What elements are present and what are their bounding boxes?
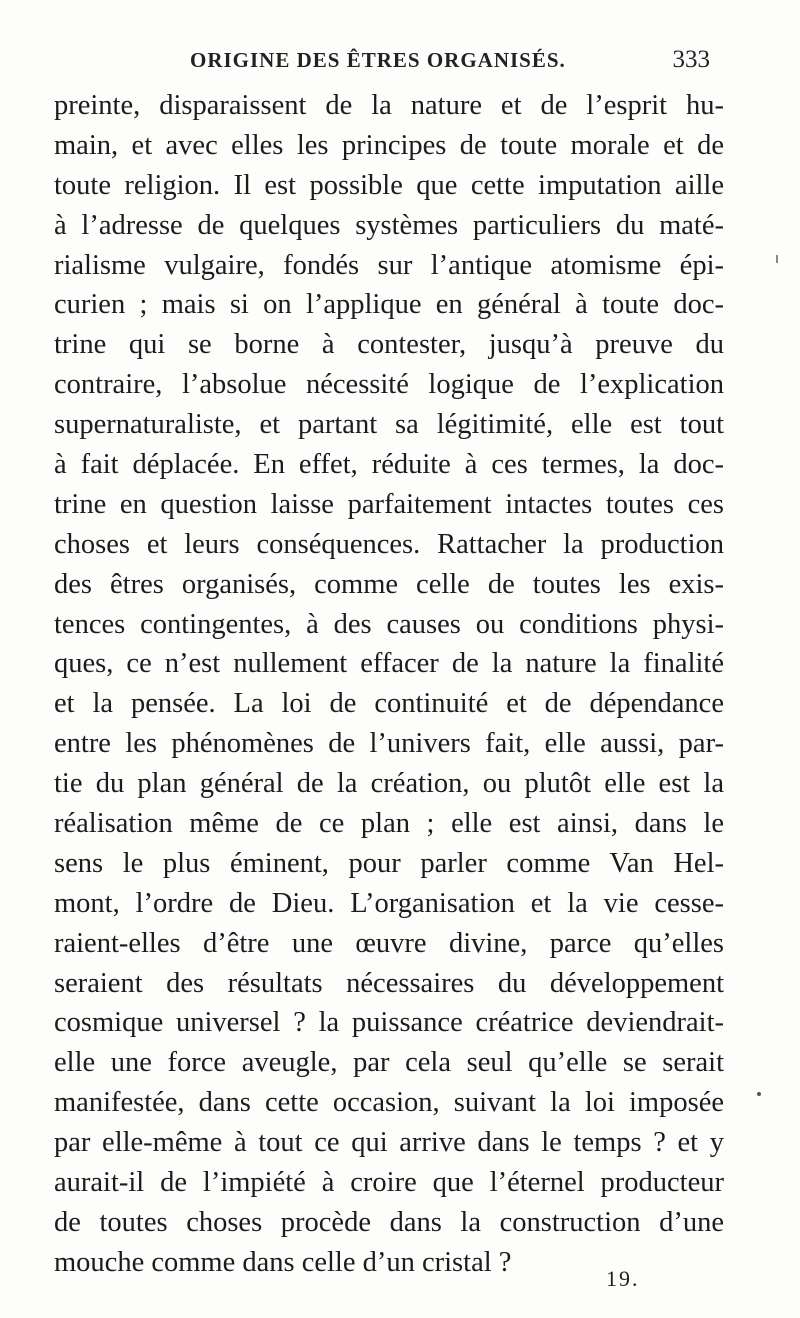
text-line: ques, ce n’est nullement effacer de la nature la finalité xyxy=(54,648,724,680)
text-line: toute religion. Il est possible que cette imputation aille xyxy=(54,169,724,201)
page-number: 333 xyxy=(672,46,710,73)
text-line: à fait déplacée. En effet, réduite à ces termes, la doc- xyxy=(54,449,724,481)
text-line: elle une force aveugle, par cela seul qu’elle se serait xyxy=(54,1047,724,1079)
text-line: choses et leurs conséquences. Rattacher la production xyxy=(54,528,724,560)
text-line: réalisation même de ce plan ; elle est ainsi, dans le xyxy=(54,808,724,840)
text-line: manifestée, dans cette occasion, suivant la loi imposée xyxy=(54,1087,724,1119)
running-title: ORIGINE DES ÊTRES ORGANISÉS. xyxy=(190,48,566,72)
body-text xyxy=(54,86,724,1283)
text-line: contraire, l’absolue nécessité logique de l’explication xyxy=(54,369,724,401)
text-line: cosmique universel ? la puissance créatrice deviendrait- xyxy=(54,1007,724,1039)
text-line: de toutes choses procède dans la construction d’une xyxy=(54,1206,724,1238)
margin-mark xyxy=(776,255,778,263)
text-line: tences contingentes, à des causes ou conditions physi- xyxy=(54,608,724,640)
text-line: supernaturaliste, et partant sa légitimité, elle est tout xyxy=(54,409,724,441)
text-line: raient-elles d’être une œuvre divine, parce qu’elles xyxy=(54,927,724,959)
text-line: trine qui se borne à contester, jusqu’à preuve du xyxy=(54,329,724,361)
signature-mark: 19. xyxy=(606,1266,640,1291)
text-line: seraient des résultats nécessaires du développement xyxy=(54,967,724,999)
text-line: et la pensée. La loi de continuité et de dépendance xyxy=(54,688,724,720)
text-line-last: mouche comme dans celle d’un cristal ? xyxy=(54,1246,512,1278)
ink-speck xyxy=(757,1092,761,1096)
text-line: preinte, disparaissent de la nature et de l’esprit hu- xyxy=(54,90,724,121)
text-line: des êtres organisés, comme celle de toutes les exis- xyxy=(54,568,724,600)
text-line: rialisme vulgaire, fondés sur l’antique atomisme épi- xyxy=(54,249,724,281)
running-head xyxy=(190,48,710,78)
text-line: trine en question laisse parfaitement intactes toutes ces xyxy=(54,488,724,520)
text-line: curien ; mais si on l’applique en général à toute doc- xyxy=(54,289,724,321)
text-line: entre les phénomènes de l’univers fait, elle aussi, par- xyxy=(54,728,724,760)
text-line: sens le plus éminent, pour parler comme Van Hel- xyxy=(54,847,724,879)
text-line: tie du plan général de la création, ou plutôt elle est la xyxy=(54,768,724,800)
text-line: main, et avec elles les principes de toute morale et de xyxy=(54,129,724,161)
text-line: par elle-même à tout ce qui arrive dans le temps ? et y xyxy=(54,1127,724,1159)
text-line: à l’adresse de quelques systèmes particuliers du maté- xyxy=(54,209,724,241)
text-line: aurait-il de l’impiété à croire que l’éternel producteur xyxy=(54,1167,724,1199)
text-line: mont, l’ordre de Dieu. L’organisation et la vie cesse- xyxy=(54,887,724,919)
